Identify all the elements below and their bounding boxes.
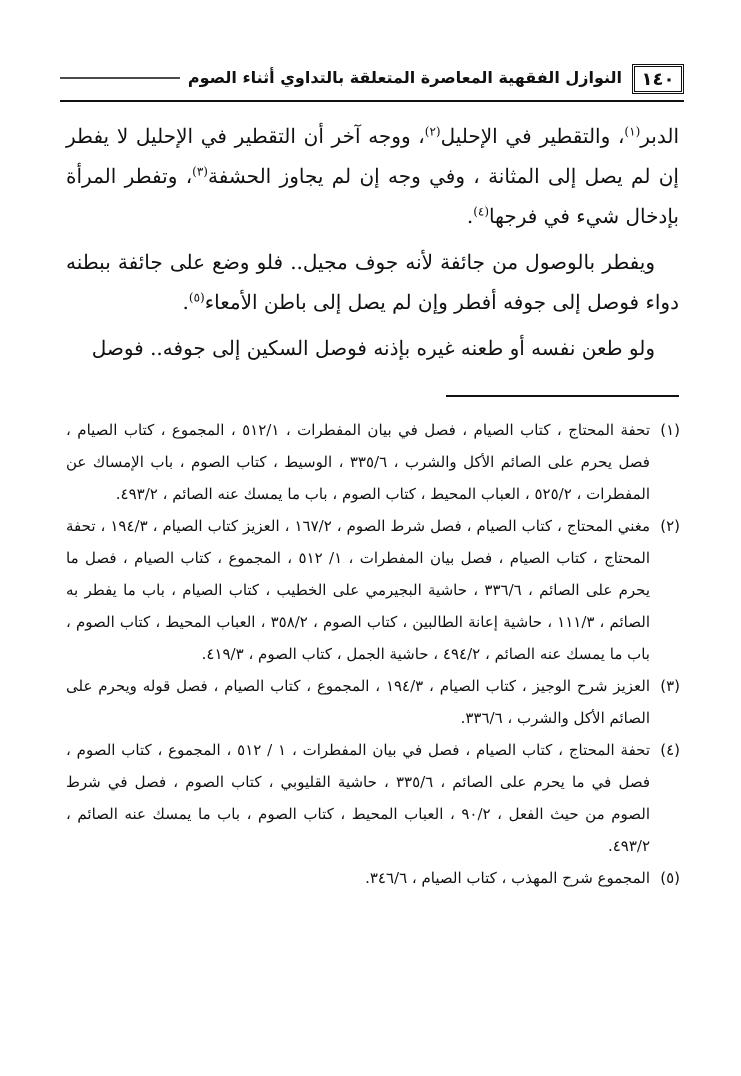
footnote-ref-3: (٣) bbox=[192, 164, 208, 179]
footnote-2 bbox=[66, 510, 680, 670]
footnote-text: تحفة المحتاج ، كتاب الصيام ، فصل في بيان المفطرات ، ١ / ٥١٢ ، المجموع ، كتاب الصوم ، فصل في ما يحرم على الصائم ، ٣٣٥/٦ ، حاشية القليوبي ، كتاب الصوم ، فصل في شرط الصوم من حيث الفعل ، ٩٠/٢ ، العباب المحيط ، كتاب الصوم ، باب ما يمسك عنه الصائم ، ٤٩٣/٢. bbox=[66, 741, 651, 855]
footnote-4 bbox=[66, 734, 680, 862]
footnote-number: (٣) bbox=[660, 677, 680, 695]
main-paragraph-2 bbox=[66, 242, 679, 322]
running-title: النوازل الفقهية المعاصرة المتعلقة بالتداوي أثناء الصوم bbox=[187, 68, 622, 87]
footnote-ref-1: (١) bbox=[624, 124, 641, 139]
page-header bbox=[60, 62, 684, 102]
main-p1-seg3: ، ووجه آخر أن التقطير في الإحليل لا يفطر إن لم يصل إلى المثانة ، وفي وجه إن لم يجاوز الحشفة bbox=[66, 124, 679, 188]
main-p2-seg1: ويفطر بالوصول من جائفة لأنه جوف مجيل.. فلو وضع على جائفة ببطنه دواء فوصل إلى جوفه أفطر وإن لم يصل إلى باطن الأمعاء bbox=[66, 250, 679, 314]
footnote-5 bbox=[66, 862, 680, 894]
header-dash-line bbox=[60, 68, 684, 88]
main-p1-seg4: ، وتفطر المرأة بإدخال شيء في فرجها bbox=[66, 164, 679, 228]
page-number: ١٤٠ bbox=[641, 68, 675, 90]
footnote-number: (٥) bbox=[660, 869, 680, 887]
footnote-number: (٢) bbox=[660, 517, 680, 535]
main-p2-seg2: . bbox=[182, 290, 189, 314]
footnote-1 bbox=[66, 414, 680, 510]
main-p1-seg1: الدبر bbox=[640, 124, 679, 148]
header-rule bbox=[60, 100, 684, 102]
footnote-3 bbox=[66, 670, 680, 734]
main-paragraph-3: ولو طعن نفسه أو طعنه غيره بإذنه فوصل السكين إلى جوفه.. فوصل bbox=[91, 336, 655, 360]
main-text bbox=[66, 116, 679, 374]
footnote-text: العزيز شرح الوجيز ، كتاب الصيام ، ١٩٤/٣ ، المجموع ، كتاب الصيام ، فصل قوله ويحرم على الصائم الأكل والشرب ، ٣٣٦/٦. bbox=[66, 677, 650, 727]
footnote-text: المجموع شرح المهذب ، كتاب الصيام ، ٣٤٦/٦. bbox=[365, 869, 650, 887]
footnotes bbox=[66, 414, 680, 894]
footnote-ref-5: (٥) bbox=[188, 290, 205, 305]
main-p1-seg2: ، والتقطير في الإحليل bbox=[440, 124, 625, 148]
footnote-separator bbox=[446, 395, 679, 397]
footnote-number: (٤) bbox=[660, 741, 680, 759]
footnote-text: مغني المحتاج ، كتاب الصيام ، فصل شرط الصوم ، ١٦٧/٢ ، العزيز كتاب الصيام ، ١٩٤/٣ ، تحفة المحتاج ، كتاب الصيام ، فصل بيان المفطرات ، ١/ ٥١٢ ، المجموع ، كتاب الصيام ، فصل ما يحرم على الصائم ، ٣٣٦/٦ ، حاشية البجيرمي على الخطيب ، كتاب الصيام ، باب ما يفطر به الصائم ، ١١١/٣ ، حاشية إعانة الطالبين ، كتاب الصوم ، ٣٥٨/٢ ، العباب المحيط ، كتاب الصوم ، باب ما يمسك عنه الصائم ، ٤٩٤/٢ ، حاشية الجمل ، كتاب الصوم ، ٤١٩/٣. bbox=[66, 517, 650, 663]
main-p1-seg5: . bbox=[466, 204, 474, 228]
footnote-ref-2: (٢) bbox=[424, 124, 441, 139]
main-paragraph-1 bbox=[66, 116, 679, 236]
footnote-ref-4: (٤) bbox=[473, 204, 490, 219]
footnote-number: (١) bbox=[660, 421, 680, 439]
footnote-text: تحفة المحتاج ، كتاب الصيام ، فصل في بيان المفطرات ، ٥١٢/١ ، المجموع ، كتاب الصيام ، فصل يحرم على الصائم الأكل والشرب ، ٣٣٥/٦ ، الوسيط ، كتاب الصوم ، باب الإمساك عن المفطرات ، ٥٢٥/٢ ، العباب المحيط ، كتاب الصوم ، باب ما يمسك عنه الصائم ، ٤٩٣/٢. bbox=[66, 421, 650, 503]
